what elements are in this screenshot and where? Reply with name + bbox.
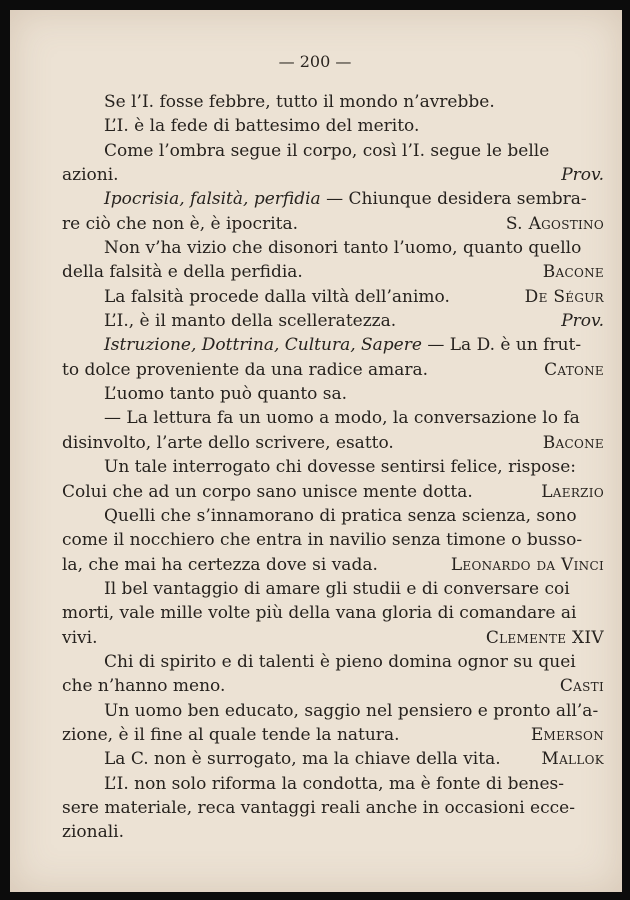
text-line	[62, 212, 604, 236]
quote-source: Prov.	[561, 165, 604, 186]
quote-source: Laerzio	[541, 481, 604, 502]
quote-source: Prov.	[561, 311, 604, 332]
text-line: L’I. non solo riforma la condotta, ma è fonte di benes-	[104, 773, 565, 794]
text-line: Un tale interrogato chi dovesse sentirsi felice, rispose:	[104, 457, 577, 478]
page-body	[62, 90, 604, 845]
text-line	[62, 285, 604, 309]
text-line: Non v’ha vizio che disonori tanto l’uomo, quanto quello	[104, 238, 582, 259]
text-line	[62, 309, 604, 333]
text-line: Il bel vantaggio di amare gli studii e di conversare coi	[104, 578, 570, 599]
text-line	[62, 626, 604, 650]
quote-source: Emerson	[530, 724, 604, 745]
quote-text: La C. non è surrogato, ma la chiave della vita.	[104, 749, 501, 770]
quote-source: Casti	[559, 676, 604, 697]
quote-text: — Chiunque desidera sembra-	[320, 189, 587, 210]
quote-text: disinvolto, l’arte dello scrivere, esatto.	[62, 432, 394, 453]
text-line: come il nocchiero che entra in navilio senza timone o busso-	[62, 530, 583, 551]
text-line: Come l’ombra segue il corpo, così l’I. segue le belle	[104, 140, 550, 161]
text-line: L’uomo tanto può quanto sa.	[104, 384, 348, 405]
text-line	[62, 260, 604, 284]
text-line: zionali.	[62, 822, 124, 843]
text-line	[62, 747, 604, 771]
text-line	[62, 553, 604, 577]
quote-text: che n’hanno meno.	[62, 676, 226, 697]
text-line: morti, vale mille volte più della vana gloria di comandare ai	[62, 603, 577, 624]
text-line: Chi di spirito e di talenti è pieno domina ognor su quei	[104, 651, 576, 672]
section-heading: Istruzione, Dottrina, Cultura, Sapere	[104, 335, 422, 356]
quote-source: Leonardo da Vinci	[450, 554, 604, 575]
text-line: L’I. è la fede di battesimo del merito.	[104, 116, 420, 137]
text-line	[62, 358, 604, 382]
section-heading-line	[62, 187, 604, 211]
text-line	[62, 674, 604, 698]
quote-source: Clemente XIV	[485, 627, 604, 648]
text-line: — La lettura fa un uomo a modo, la conversazione lo fa	[104, 408, 580, 429]
quote-source: Bacone	[542, 262, 604, 283]
text-line: Un uomo ben educato, saggio nel pensiero e pronto all’a-	[104, 700, 599, 721]
quote-text: vivi.	[62, 627, 98, 648]
text-line: Se l’I. fosse febbre, tutto il mondo n’avrebbe.	[104, 92, 495, 112]
text-line	[62, 723, 604, 747]
quote-source: De Ségur	[524, 286, 604, 307]
quote-text: to dolce proveniente da una radice amara.	[62, 359, 429, 380]
quote-source: Catone	[544, 359, 604, 380]
section-heading-line	[62, 333, 604, 357]
quote-source: Mallok	[541, 749, 604, 770]
quote-text: zione, è il fine al quale tende la natura.	[62, 724, 400, 745]
quote-text: azioni.	[62, 165, 119, 186]
text-line: Quelli che s’innamorano di pratica senza scienza, sono	[104, 505, 577, 526]
text-line	[62, 431, 604, 455]
quote-text: la, che mai ha certezza dove si vada.	[62, 554, 378, 575]
quote-text: re ciò che non è, è ipocrita.	[62, 213, 298, 234]
text-line: sere materiale, reca vantaggi reali anche in occasioni ecce-	[62, 797, 575, 818]
quote-text: L’I., è il manto della scelleratezza.	[104, 311, 397, 332]
quote-text: Colui che ad un corpo sano unisce mente dotta.	[62, 481, 473, 502]
quote-text: — La D. è un frut-	[421, 335, 582, 356]
quote-text: La falsità procede dalla viltà dell’animo.	[104, 286, 450, 307]
text-line	[62, 480, 604, 504]
section-heading: Ipocrisia, falsità, perfidia	[104, 189, 321, 210]
quote-text: della falsità e della perfidia.	[62, 262, 303, 283]
quote-source: S. Agostino	[505, 213, 604, 234]
text-line	[62, 163, 604, 187]
quote-source: Bacone	[542, 432, 604, 453]
page-number: — 200 —	[278, 52, 352, 71]
